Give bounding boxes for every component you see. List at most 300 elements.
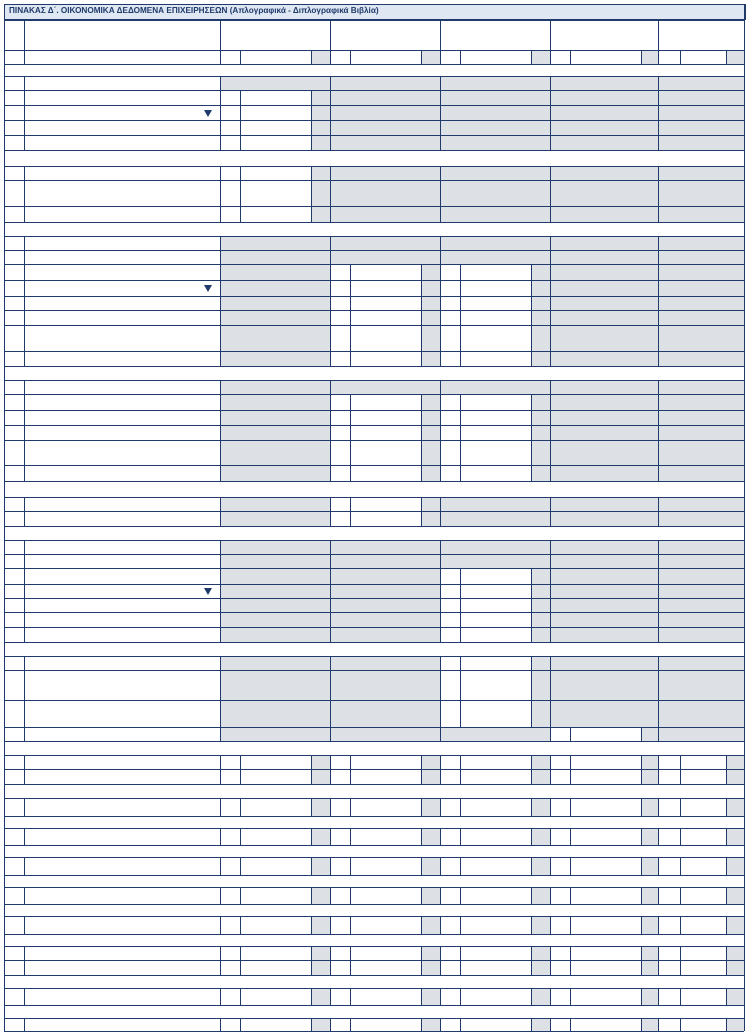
- value-input[interactable]: [461, 917, 531, 934]
- col-divider: [658, 828, 659, 845]
- value-input[interactable]: [241, 91, 311, 105]
- disabled-cell: [551, 657, 658, 670]
- disabled-cell: [221, 265, 330, 280]
- disabled-cell: [551, 701, 658, 727]
- decimal-cell: [642, 888, 658, 904]
- decimal-cell: [532, 888, 550, 904]
- disabled-cell: [221, 613, 330, 627]
- disabled-cell: [221, 701, 330, 727]
- value-input[interactable]: [241, 136, 311, 150]
- disabled-cell: [551, 121, 658, 135]
- decimal-cell: [422, 411, 440, 425]
- value-input[interactable]: [351, 395, 421, 410]
- row-line: [4, 526, 744, 527]
- col-divider: [330, 440, 331, 465]
- value-input[interactable]: [241, 181, 311, 206]
- value-input[interactable]: [461, 569, 531, 584]
- col-divider: [658, 769, 659, 784]
- value-input[interactable]: [461, 265, 531, 280]
- decimal-cell: [532, 352, 550, 366]
- decimal-cell: [642, 770, 658, 784]
- value-input[interactable]: [351, 829, 421, 845]
- col-divider: [330, 497, 331, 511]
- row-line: [4, 64, 744, 65]
- decimal-cell: [532, 799, 550, 816]
- value-input[interactable]: [461, 888, 531, 904]
- value-input[interactable]: [241, 167, 311, 180]
- disabled-cell: [659, 728, 744, 741]
- value-input[interactable]: [571, 989, 641, 1005]
- col-divider: [220, 946, 221, 960]
- value-input[interactable]: [681, 51, 726, 64]
- value-input[interactable]: [571, 756, 641, 769]
- value-input[interactable]: [351, 326, 421, 351]
- col-divider: [220, 828, 221, 845]
- col-divider: [220, 206, 221, 222]
- disabled-cell: [441, 512, 550, 526]
- disabled-cell: [221, 671, 330, 700]
- decimal-cell: [727, 888, 744, 904]
- value-input[interactable]: [681, 989, 726, 1005]
- col-divider: [330, 769, 331, 784]
- disabled-cell: [221, 585, 330, 598]
- value-input[interactable]: [681, 961, 726, 975]
- disabled-cell: [659, 585, 744, 598]
- decimal-cell: [532, 1019, 550, 1031]
- id-divider: [24, 612, 25, 627]
- col-divider: [440, 465, 441, 481]
- disabled-cell: [441, 207, 550, 222]
- value-input[interactable]: [241, 917, 311, 934]
- disabled-cell: [659, 167, 744, 180]
- value-input[interactable]: [351, 888, 421, 904]
- col-divider: [440, 50, 441, 64]
- col-divider: [440, 394, 441, 410]
- decimal-cell: [727, 947, 744, 960]
- disabled-cell: [331, 671, 440, 700]
- col-divider: [440, 916, 441, 934]
- value-input[interactable]: [351, 352, 421, 366]
- id-divider: [24, 627, 25, 642]
- col-divider: [330, 887, 331, 904]
- disabled-cell: [659, 381, 744, 394]
- row-line: [4, 222, 744, 223]
- col-divider: [220, 755, 221, 769]
- decimal-cell: [312, 770, 330, 784]
- value-input[interactable]: [351, 297, 421, 310]
- decimal-cell: [422, 756, 440, 769]
- col-divider: [658, 946, 659, 960]
- value-input[interactable]: [241, 106, 311, 120]
- disabled-cell: [659, 181, 744, 206]
- value-input[interactable]: [241, 121, 311, 135]
- row-line: [4, 845, 744, 846]
- disabled-cell: [659, 657, 744, 670]
- disabled-cell: [551, 352, 658, 366]
- value-input[interactable]: [461, 858, 531, 875]
- decimal-cell: [727, 756, 744, 769]
- decimal-cell: [422, 770, 440, 784]
- decimal-cell: [312, 167, 330, 180]
- value-input[interactable]: [461, 281, 531, 296]
- id-divider: [24, 568, 25, 584]
- col-divider: [330, 755, 331, 769]
- decimal-cell: [422, 888, 440, 904]
- disabled-cell: [659, 77, 744, 90]
- disabled-cell: [551, 613, 658, 627]
- decimal-cell: [532, 657, 550, 670]
- id-divider: [24, 236, 25, 250]
- id-divider: [24, 988, 25, 1005]
- value-input[interactable]: [681, 829, 726, 845]
- col-divider: [658, 857, 659, 875]
- value-input[interactable]: [241, 756, 311, 769]
- col-divider: [330, 351, 331, 366]
- col-divider: [440, 828, 441, 845]
- disabled-cell: [659, 91, 744, 105]
- col-divider: [440, 310, 441, 325]
- value-input[interactable]: [461, 352, 531, 366]
- col-divider: [330, 394, 331, 410]
- decimal-cell: [642, 728, 658, 741]
- row-line: [4, 481, 744, 482]
- value-input[interactable]: [351, 51, 421, 64]
- value-input[interactable]: [681, 770, 726, 784]
- value-input[interactable]: [461, 829, 531, 845]
- disabled-cell: [551, 237, 658, 250]
- value-input[interactable]: [241, 51, 311, 64]
- disabled-cell: [331, 701, 440, 727]
- value-input[interactable]: [351, 917, 421, 934]
- col-divider: [440, 264, 441, 280]
- decimal-cell: [532, 961, 550, 975]
- value-input[interactable]: [461, 426, 531, 440]
- decimal-cell: [532, 395, 550, 410]
- id-divider: [24, 425, 25, 440]
- disabled-cell: [331, 585, 440, 598]
- id-divider: [24, 90, 25, 105]
- header-top-line: [4, 20, 744, 21]
- disabled-cell: [441, 136, 550, 150]
- value-input[interactable]: [461, 613, 531, 627]
- decimal-cell: [312, 181, 330, 206]
- col-divider: [220, 105, 221, 120]
- col-divider: [658, 887, 659, 904]
- id-divider: [24, 206, 25, 222]
- disabled-cell: [331, 121, 440, 135]
- id-divider: [24, 798, 25, 816]
- disabled-cell: [551, 671, 658, 700]
- value-input[interactable]: [681, 917, 726, 934]
- value-input[interactable]: [241, 799, 311, 816]
- disabled-cell: [331, 207, 440, 222]
- row-line: [4, 975, 744, 976]
- value-input[interactable]: [571, 888, 641, 904]
- value-input[interactable]: [681, 756, 726, 769]
- value-input[interactable]: [571, 1019, 641, 1031]
- value-input[interactable]: [461, 947, 531, 960]
- value-input[interactable]: [461, 671, 531, 700]
- disabled-cell: [551, 599, 658, 612]
- disabled-cell: [221, 77, 330, 90]
- disabled-cell: [331, 628, 440, 642]
- col-divider: [440, 656, 441, 670]
- col-divider: [330, 50, 331, 64]
- value-input[interactable]: [461, 961, 531, 975]
- decimal-cell: [422, 352, 440, 366]
- decimal-cell: [312, 207, 330, 222]
- disabled-cell: [551, 541, 658, 554]
- value-input[interactable]: [571, 947, 641, 960]
- col-divider: [330, 960, 331, 975]
- decimal-cell: [312, 989, 330, 1005]
- col-divider: [440, 440, 441, 465]
- disabled-cell: [659, 555, 744, 568]
- value-input[interactable]: [351, 281, 421, 296]
- decimal-cell: [422, 512, 440, 526]
- disabled-cell: [331, 555, 440, 568]
- value-input[interactable]: [461, 770, 531, 784]
- disabled-cell: [441, 167, 550, 180]
- disabled-cell: [221, 628, 330, 642]
- disabled-cell: [551, 251, 658, 264]
- value-input[interactable]: [351, 466, 421, 481]
- row-line: [4, 741, 744, 742]
- decimal-cell: [532, 989, 550, 1005]
- col-divider: [658, 1018, 659, 1031]
- id-divider: [24, 280, 25, 296]
- col-divider: [330, 946, 331, 960]
- disabled-cell: [221, 237, 330, 250]
- value-input[interactable]: [571, 829, 641, 845]
- disabled-cell: [331, 237, 440, 250]
- value-input[interactable]: [241, 961, 311, 975]
- disabled-cell: [659, 541, 744, 554]
- col-divider: [440, 755, 441, 769]
- value-input[interactable]: [351, 989, 421, 1005]
- value-input[interactable]: [241, 858, 311, 875]
- col-divider: [220, 769, 221, 784]
- disabled-cell: [659, 498, 744, 511]
- value-input[interactable]: [351, 498, 421, 511]
- disabled-cell: [551, 426, 658, 440]
- disabled-cell: [659, 207, 744, 222]
- value-input[interactable]: [461, 297, 531, 310]
- decimal-cell: [422, 441, 440, 465]
- disabled-cell: [659, 466, 744, 481]
- value-input[interactable]: [351, 512, 421, 526]
- dropdown-triangle-icon: [204, 110, 212, 117]
- id-divider: [24, 755, 25, 769]
- disabled-cell: [551, 136, 658, 150]
- id-divider: [24, 887, 25, 904]
- value-input[interactable]: [351, 858, 421, 875]
- disabled-cell: [221, 426, 330, 440]
- disabled-cell: [221, 411, 330, 425]
- value-input[interactable]: [461, 311, 531, 325]
- disabled-cell: [551, 326, 658, 351]
- value-input[interactable]: [241, 989, 311, 1005]
- value-input[interactable]: [571, 728, 641, 741]
- value-input[interactable]: [681, 858, 726, 875]
- value-input[interactable]: [461, 326, 531, 351]
- disabled-cell: [551, 381, 658, 394]
- value-input[interactable]: [461, 395, 531, 410]
- col-divider: [658, 755, 659, 769]
- value-input[interactable]: [461, 1019, 531, 1031]
- decimal-cell: [422, 326, 440, 351]
- value-input[interactable]: [461, 585, 531, 598]
- disabled-cell: [221, 498, 330, 511]
- value-input[interactable]: [461, 701, 531, 727]
- row-line: [4, 816, 744, 817]
- col-divider: [440, 988, 441, 1005]
- row-line: [4, 875, 744, 876]
- disabled-cell: [551, 77, 658, 90]
- disabled-cell: [659, 569, 744, 584]
- value-input[interactable]: [681, 1019, 726, 1031]
- value-input[interactable]: [461, 756, 531, 769]
- decimal-cell: [532, 613, 550, 627]
- col-divider: [330, 828, 331, 845]
- value-input[interactable]: [681, 888, 726, 904]
- col-divider: [220, 960, 221, 975]
- disabled-cell: [551, 555, 658, 568]
- value-input[interactable]: [571, 917, 641, 934]
- id-divider: [24, 916, 25, 934]
- id-divider: [24, 584, 25, 598]
- value-input[interactable]: [351, 311, 421, 325]
- col-divider: [440, 598, 441, 612]
- decimal-cell: [532, 858, 550, 875]
- disabled-cell: [659, 121, 744, 135]
- id-divider: [24, 351, 25, 366]
- value-input[interactable]: [351, 426, 421, 440]
- decimal-cell: [532, 756, 550, 769]
- value-input[interactable]: [681, 947, 726, 960]
- decimal-cell: [532, 585, 550, 598]
- disabled-cell: [331, 728, 440, 741]
- value-input[interactable]: [351, 947, 421, 960]
- disabled-cell: [551, 167, 658, 180]
- col-divider: [440, 280, 441, 296]
- disabled-cell: [659, 613, 744, 627]
- value-input[interactable]: [461, 441, 531, 465]
- disabled-cell: [441, 77, 550, 90]
- decimal-cell: [642, 989, 658, 1005]
- value-input[interactable]: [461, 51, 531, 64]
- value-input[interactable]: [241, 207, 311, 222]
- value-input[interactable]: [461, 989, 531, 1005]
- disabled-cell: [659, 265, 744, 280]
- decimal-cell: [532, 671, 550, 700]
- value-input[interactable]: [571, 799, 641, 816]
- col-divider: [440, 410, 441, 425]
- value-input[interactable]: [351, 961, 421, 975]
- value-input[interactable]: [571, 961, 641, 975]
- decimal-cell: [422, 917, 440, 934]
- decimal-cell: [532, 628, 550, 642]
- id-divider: [24, 727, 25, 741]
- decimal-cell: [532, 311, 550, 325]
- value-input[interactable]: [351, 1019, 421, 1031]
- value-input[interactable]: [461, 657, 531, 670]
- value-input[interactable]: [241, 947, 311, 960]
- decimal-cell: [642, 756, 658, 769]
- id-divider: [24, 410, 25, 425]
- header-col-divider: [550, 20, 551, 50]
- value-input[interactable]: [351, 411, 421, 425]
- table-left-border: [4, 4, 5, 1031]
- value-input[interactable]: [241, 770, 311, 784]
- value-input[interactable]: [351, 770, 421, 784]
- id-divider: [24, 120, 25, 135]
- value-input[interactable]: [241, 1019, 311, 1031]
- col-divider: [550, 755, 551, 769]
- decimal-cell: [532, 441, 550, 465]
- row-line: [4, 642, 744, 643]
- value-input[interactable]: [571, 858, 641, 875]
- col-divider: [550, 769, 551, 784]
- value-input[interactable]: [681, 799, 726, 816]
- disabled-cell: [221, 251, 330, 264]
- value-input[interactable]: [461, 599, 531, 612]
- decimal-cell: [532, 51, 550, 64]
- value-input[interactable]: [461, 799, 531, 816]
- value-input[interactable]: [241, 888, 311, 904]
- disabled-cell: [551, 498, 658, 511]
- id-divider: [24, 946, 25, 960]
- value-input[interactable]: [461, 466, 531, 481]
- value-input[interactable]: [351, 265, 421, 280]
- decimal-cell: [422, 961, 440, 975]
- decimal-cell: [532, 917, 550, 934]
- disabled-cell: [551, 411, 658, 425]
- decimal-cell: [422, 51, 440, 64]
- col-divider: [440, 584, 441, 598]
- value-input[interactable]: [351, 799, 421, 816]
- header-col-divider: [220, 20, 221, 50]
- disabled-cell: [551, 466, 658, 481]
- row-line: [4, 904, 744, 905]
- col-divider: [658, 988, 659, 1005]
- col-divider: [440, 612, 441, 627]
- col-divider: [330, 465, 331, 481]
- value-input[interactable]: [351, 441, 421, 465]
- disabled-cell: [331, 251, 440, 264]
- value-input[interactable]: [461, 411, 531, 425]
- value-input[interactable]: [351, 756, 421, 769]
- value-input[interactable]: [461, 628, 531, 642]
- row-line: [4, 784, 744, 785]
- disabled-cell: [331, 91, 440, 105]
- id-divider: [24, 497, 25, 511]
- col-divider: [330, 310, 331, 325]
- value-input[interactable]: [571, 770, 641, 784]
- disabled-cell: [659, 599, 744, 612]
- disabled-cell: [331, 657, 440, 670]
- col-divider: [440, 325, 441, 351]
- table-title: ΠΙΝΑΚΑΣ Δ΄. ΟΙΚΟΝΟΜΙΚΑ ΔΕΔΟΜΕΝΑ ΕΠΙΧΕΙΡΗΣΕΩΝ (Απλογραφικά - Διπλογραφικά Βιβλία): [9, 6, 379, 15]
- value-input[interactable]: [571, 51, 641, 64]
- value-input[interactable]: [241, 829, 311, 845]
- disabled-cell: [551, 265, 658, 280]
- col-divider: [440, 627, 441, 642]
- decimal-cell: [312, 829, 330, 845]
- table-right-border: [744, 4, 745, 1031]
- decimal-cell: [727, 770, 744, 784]
- decimal-cell: [727, 917, 744, 934]
